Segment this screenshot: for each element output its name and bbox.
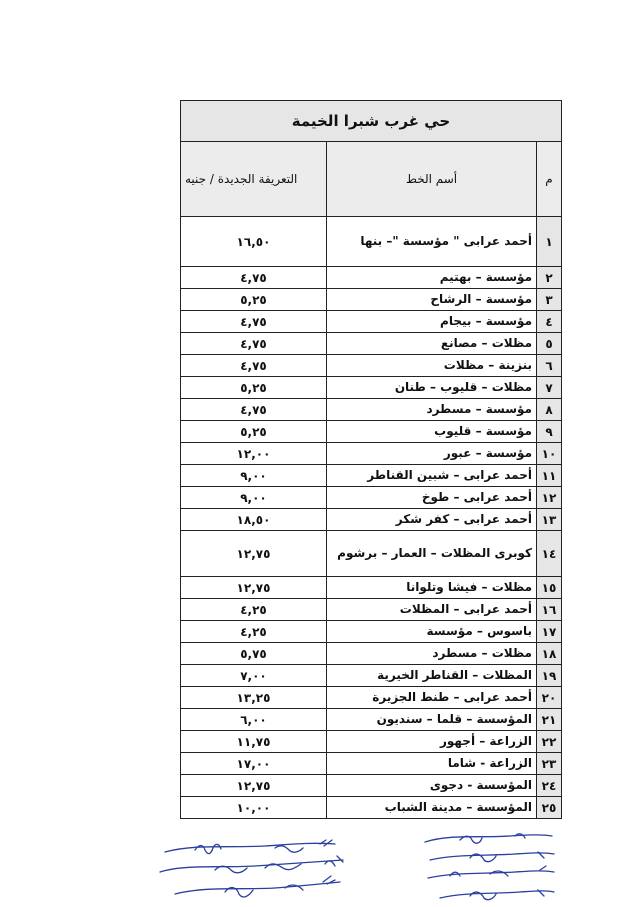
tariff-price: ١٧,٠٠ [180, 753, 326, 775]
tariff-price: ٤,٧٥ [180, 267, 326, 289]
row-number: ١٥ [537, 577, 562, 599]
row-number: ١ [537, 217, 562, 267]
tariff-price: ١١,٧٥ [180, 731, 326, 753]
tariff-price: ١٢,٧٥ [180, 577, 326, 599]
table-row [180, 775, 561, 797]
line-name: أحمد عرابى – طوخ [327, 487, 537, 509]
line-name: أحمد عرابى – كفر شكر [327, 509, 537, 531]
table-row [180, 665, 561, 687]
table-row [180, 377, 561, 399]
header-line-name: أسم الخط [327, 142, 537, 217]
table-row [180, 217, 561, 267]
tariff-price: ٤,٧٥ [180, 311, 326, 333]
row-number: ٥ [537, 333, 562, 355]
table-row [180, 753, 561, 775]
table-row [180, 577, 561, 599]
table-row [180, 509, 561, 531]
header-new-tariff: التعريفة الجديدة / جنيه [180, 142, 326, 217]
row-number: ٢٤ [537, 775, 562, 797]
table-row [180, 399, 561, 421]
row-number: ١٢ [537, 487, 562, 509]
tariff-price: ١٢,٠٠ [180, 443, 326, 465]
row-number: ٦ [537, 355, 562, 377]
row-number: ١٩ [537, 665, 562, 687]
row-number: ٩ [537, 421, 562, 443]
handwritten-signatures-right [420, 830, 560, 906]
line-name: المظلات – القناطر الخيرية [327, 665, 537, 687]
line-name: المؤسسة – قلما – سنديون [327, 709, 537, 731]
table-row [180, 709, 561, 731]
row-number: ٢ [537, 267, 562, 289]
tariff-table [180, 100, 562, 819]
table-row [180, 643, 561, 665]
line-name: مظلات – قليوب – طنان [327, 377, 537, 399]
row-number: ١١ [537, 465, 562, 487]
tariff-price: ٩,٠٠ [180, 487, 326, 509]
row-number: ١٠ [537, 443, 562, 465]
tariff-price: ١٢,٧٥ [180, 775, 326, 797]
line-name: الزراعة - شاما [327, 753, 537, 775]
tariff-price: ١٢,٧٥ [180, 531, 326, 577]
tariff-price: ١٠,٠٠ [180, 797, 326, 819]
line-name: كوبرى المظلات – العمار – برشوم [327, 531, 537, 577]
table-row [180, 531, 561, 577]
table-row [180, 731, 561, 753]
table-row [180, 289, 561, 311]
tariff-price: ٥,٢٥ [180, 377, 326, 399]
line-name: أحمد عرابى " مؤسسة "– بنها [327, 217, 537, 267]
line-name: مؤسسة – مسطرد [327, 399, 537, 421]
line-name: بنزينة – مظلات [327, 355, 537, 377]
line-name: مظلات – مصانع [327, 333, 537, 355]
line-name: مؤسسة – عبور [327, 443, 537, 465]
row-number: ٤ [537, 311, 562, 333]
tariff-price: ١٣,٢٥ [180, 687, 326, 709]
tariff-price: ١٦,٥٠ [180, 217, 326, 267]
table-row [180, 465, 561, 487]
table-row [180, 421, 561, 443]
line-name: أحمد عرابى – المظلات [327, 599, 537, 621]
row-number: ٢٢ [537, 731, 562, 753]
line-name: أحمد عرابى – طنط الجزيرة [327, 687, 537, 709]
tariff-price: ٥,٢٥ [180, 421, 326, 443]
row-number: ١٤ [537, 531, 562, 577]
row-number: ١٣ [537, 509, 562, 531]
line-name: مظلات – فيشا وتلوانا [327, 577, 537, 599]
table-row [180, 599, 561, 621]
line-name: مظلات – مسطرد [327, 643, 537, 665]
table-row [180, 311, 561, 333]
row-number: ٧ [537, 377, 562, 399]
line-name: مؤسسة – قليوب [327, 421, 537, 443]
tariff-price: ٥,٧٥ [180, 643, 326, 665]
header-row [180, 142, 561, 217]
table-row [180, 797, 561, 819]
row-number: ١٧ [537, 621, 562, 643]
table-row [180, 355, 561, 377]
line-name: باسوس – مؤسسة [327, 621, 537, 643]
tariff-price: ٥,٢٥ [180, 289, 326, 311]
line-name: المؤسسة – مدينة الشباب [327, 797, 537, 819]
line-name: الزراعة – أجهور [327, 731, 537, 753]
line-name: مؤسسة – بيجام [327, 311, 537, 333]
handwritten-signatures-left [155, 838, 350, 904]
tariff-price: ٤,٧٥ [180, 355, 326, 377]
table-row [180, 687, 561, 709]
line-name: أحمد عرابى – شبين القناطر [327, 465, 537, 487]
tariff-price: ٩,٠٠ [180, 465, 326, 487]
table-row [180, 621, 561, 643]
table-row [180, 267, 561, 289]
table-row [180, 443, 561, 465]
row-number: ٢٠ [537, 687, 562, 709]
line-name: مؤسسة – بهتيم [327, 267, 537, 289]
row-number: ٢١ [537, 709, 562, 731]
table-row [180, 333, 561, 355]
line-name: المؤسسة - دجوى [327, 775, 537, 797]
row-number: ٨ [537, 399, 562, 421]
tariff-price: ٤,٢٥ [180, 599, 326, 621]
row-number: ١٨ [537, 643, 562, 665]
tariff-price: ٤,٢٥ [180, 621, 326, 643]
title-row [180, 101, 561, 142]
tariff-price: ٤,٧٥ [180, 399, 326, 421]
row-number: ٢٣ [537, 753, 562, 775]
line-name: مؤسسة – الرشاح [327, 289, 537, 311]
tariff-sheet [181, 100, 562, 819]
table-title: حي غرب شبرا الخيمة [180, 101, 561, 142]
row-number: ٢٥ [537, 797, 562, 819]
tariff-price: ١٨,٥٠ [180, 509, 326, 531]
tariff-price: ٦,٠٠ [180, 709, 326, 731]
tariff-price: ٧,٠٠ [180, 665, 326, 687]
row-number: ٣ [537, 289, 562, 311]
table-row [180, 487, 561, 509]
row-number: ١٦ [537, 599, 562, 621]
header-number: م [537, 142, 562, 217]
tariff-price: ٤,٧٥ [180, 333, 326, 355]
